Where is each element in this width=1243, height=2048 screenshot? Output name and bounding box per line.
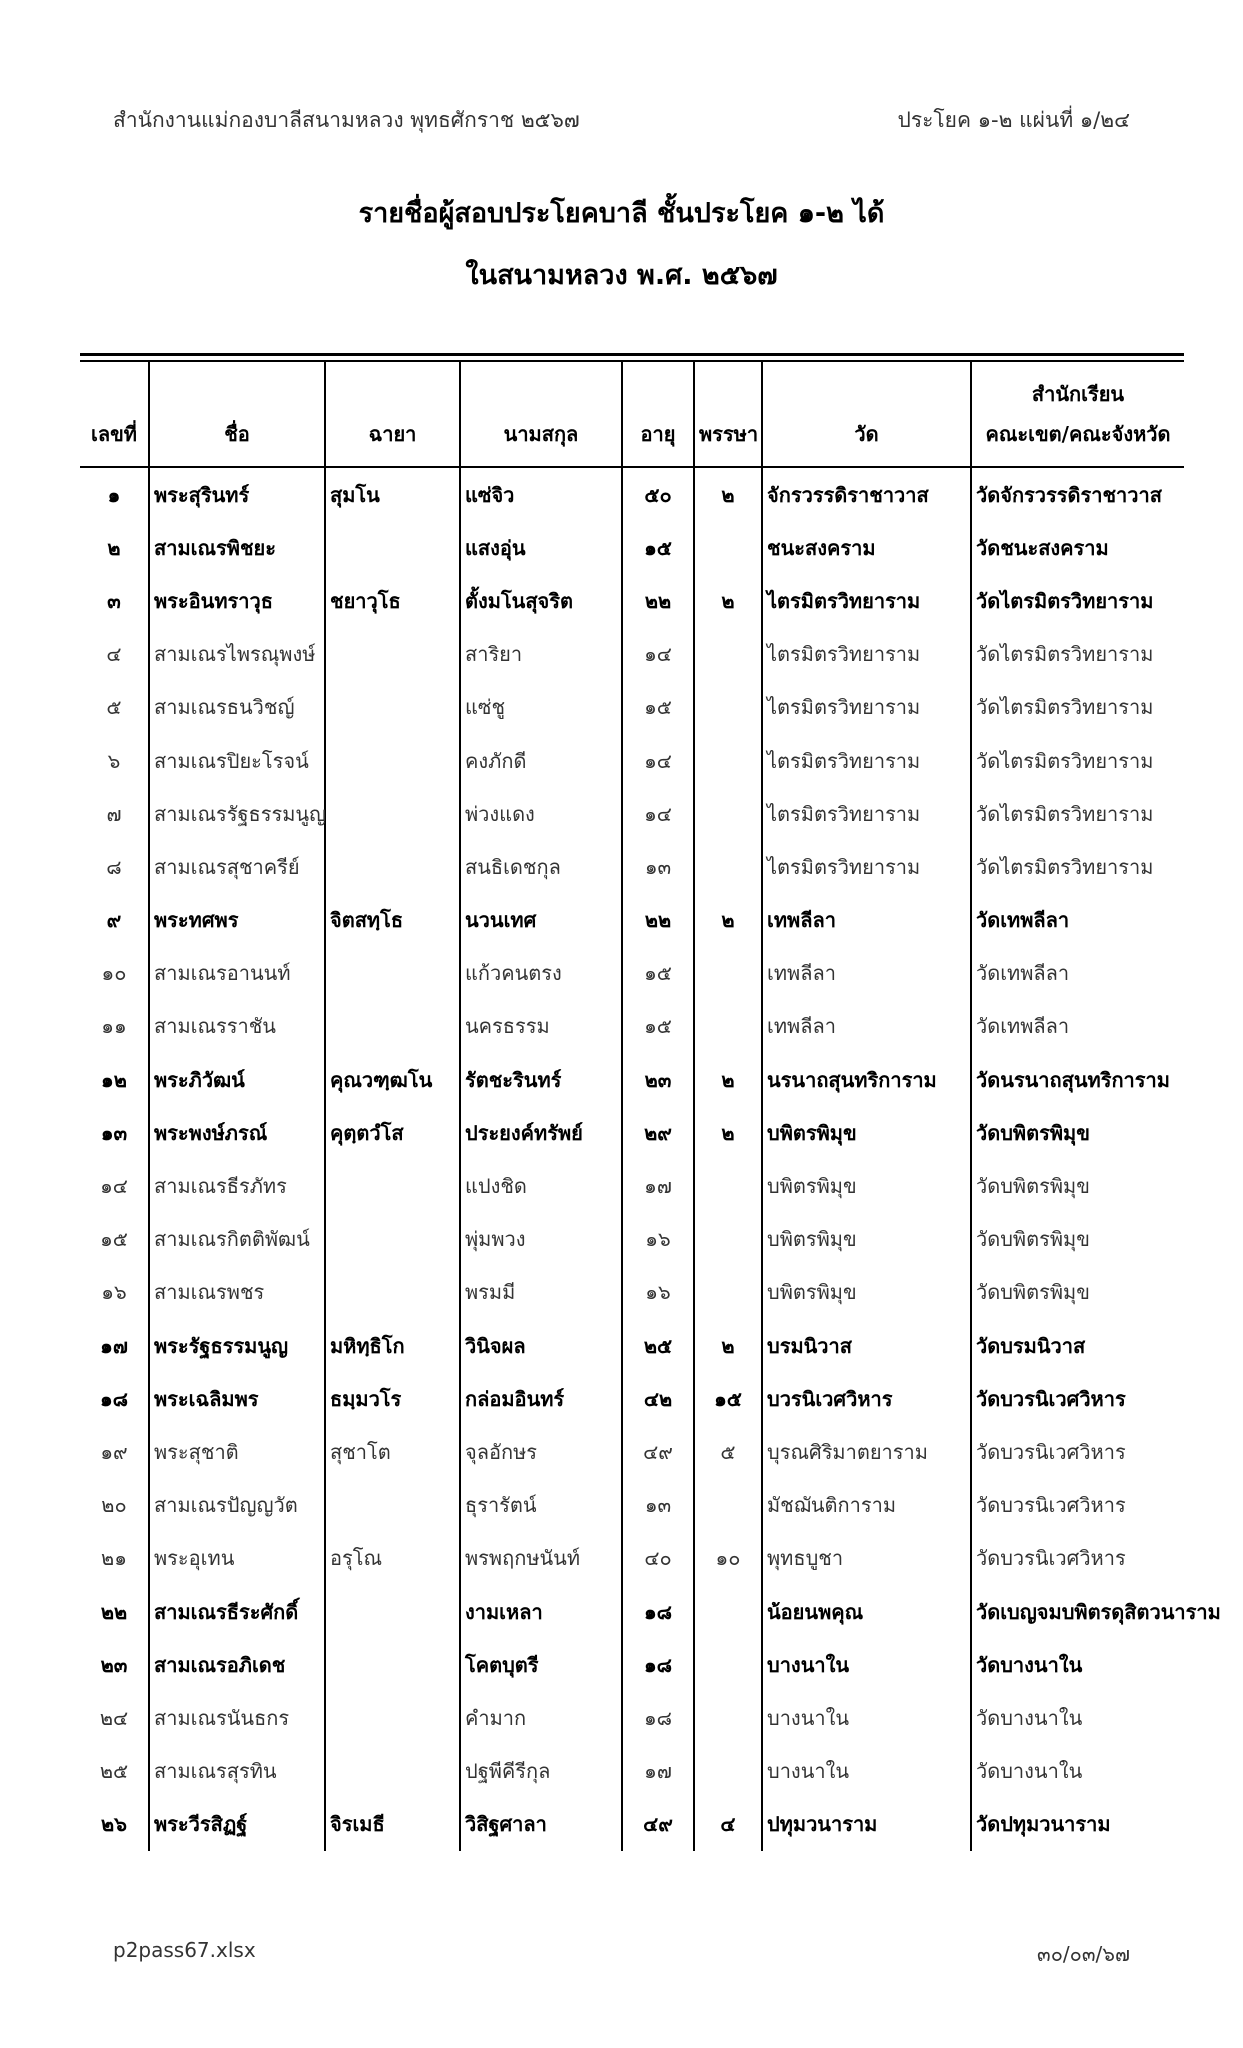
document-title: รายชื่อผู้สอบประโยคบาลี ชั้นประโยค ๑-๒ ได้ [358,198,885,229]
cell-surname: คำมาก [460,1691,622,1744]
cell-pansa: ๒ [694,574,762,627]
cell-surname: พรมมี [460,1266,622,1319]
cell-wat: จักรวรรดิราชาวาส [762,467,971,521]
cell-name: พระวีรสิฏฐ์ [149,1798,325,1851]
cell-age: ๒๕ [622,1319,694,1372]
cell-surname: กล่อมอินทร์ [460,1372,622,1425]
cell-school: วัดบพิตรพิมุข [971,1106,1184,1159]
cell-school: วัดบรมนิวาส [971,1319,1184,1372]
cell-surname: พรพฤกษนันท์ [460,1532,622,1585]
cell-age: ๒๓ [622,1053,694,1106]
cell-age: ๔๐ [622,1532,694,1585]
cell-pansa [694,1638,762,1691]
cell-age: ๒๙ [622,1106,694,1159]
table-body [80,467,1221,1851]
table-row [80,681,1184,734]
cell-chaya: จิรเมธี [325,1798,460,1851]
cell-no: ๒๓ [100,1652,128,1677]
cell-no: ๒๔ [99,1705,129,1730]
cell-chaya [325,628,460,681]
document-subtitle: ในสนามหลวง พ.ศ. ๒๕๖๗ [465,260,778,291]
cell-age: ๒๒ [622,574,694,627]
cell-school: วัดบวรนิเวศวิหาร [971,1532,1184,1585]
cell-school: วัดบวรนิเวศวิหาร [971,1479,1184,1532]
table-header-row [80,361,1184,467]
cell-surname: จุลอักษร [460,1425,622,1478]
table-row [80,1532,1184,1585]
cell-wat: ไตรมิตรวิทยาราม [762,681,971,734]
cell-age: ๔๒ [622,1372,694,1425]
col-header-school [971,361,1184,467]
table-row [80,521,1184,574]
cell-name: สามเณรพชร [149,1266,325,1319]
cell-school: วัดไตรมิตรวิทยาราม [971,787,1184,840]
table-row [80,1000,1184,1053]
cell-no: ๒๐ [101,1493,127,1518]
cell-no: ๑๓ [100,1120,128,1145]
cell-wat: บพิตรพิมุข [762,1159,971,1212]
cell-no: ๘ [106,854,122,879]
cell-no: ๑๒ [101,1067,127,1092]
cell-school: วัดเทพลีลา [971,894,1184,947]
cell-chaya [325,521,460,574]
cell-no: ๕ [106,695,122,720]
cell-surname: สาริยา [460,628,622,681]
table-row [80,840,1184,893]
cell-age: ๕๐ [622,467,694,521]
cell-school: วัดไตรมิตรวิทยาราม [971,681,1184,734]
cell-age: ๑๕ [622,681,694,734]
cell-no: ๑๑ [101,1014,127,1039]
cell-name: สามเณรธนวิชญ์ [149,681,325,734]
cell-name: พระเฉลิมพร [149,1372,325,1425]
cell-school: วัดบพิตรพิมุข [971,1159,1184,1212]
cell-pansa: ๑๐ [694,1532,762,1585]
cell-chaya: อรุโณ [325,1532,460,1585]
cell-surname: ตั้งมโนสุจริต [460,574,622,627]
cell-school: วัดเบญจมบพิตรดุสิตวนาราม [971,1585,1184,1638]
cell-chaya: มหิทฺธิโก [325,1319,460,1372]
cell-surname: สนธิเดชกุล [460,840,622,893]
cell-age: ๑๕ [622,947,694,1000]
cell-surname: นครธรรม [460,1000,622,1053]
cell-no: ๑ [107,482,121,507]
cell-surname: วิสิฐศาลา [460,1798,622,1851]
cell-pansa: ๑๕ [694,1372,762,1425]
cell-no: ๑๙ [100,1439,128,1464]
footer-date: ๓๐/๐๓/๖๗ [1037,1942,1130,1966]
cell-school: วัดนรนาถสุนทริการาม [971,1053,1184,1106]
cell-surname: ธุรารัตน์ [460,1479,622,1532]
cell-pansa [694,1479,762,1532]
cell-pansa: ๒ [694,894,762,947]
cell-wat: บพิตรพิมุข [762,1266,971,1319]
table-row [80,1585,1184,1638]
table-row [80,787,1184,840]
cell-wat: ไตรมิตรวิทยาราม [762,734,971,787]
cell-school: วัดเทพลีลา [971,947,1184,1000]
cell-wat: ไตรมิตรวิทยาราม [762,787,971,840]
cell-surname: นวนเทศ [460,894,622,947]
cell-no: ๙ [106,908,122,933]
cell-school: วัดไตรมิตรวิทยาราม [971,628,1184,681]
cell-surname: ประยงค์ทรัพย์ [460,1106,622,1159]
cell-pansa: ๕ [694,1425,762,1478]
cell-chaya [325,787,460,840]
cell-surname: ปฐพีคีรีกุล [460,1745,622,1798]
cell-chaya [325,1266,460,1319]
cell-name: สามเณรอภิเดช [149,1638,325,1691]
cell-school: วัดชนะสงคราม [971,521,1184,574]
cell-surname: คงภักดี [460,734,622,787]
table-row [80,467,1184,521]
cell-pansa: ๒ [694,1106,762,1159]
cell-pansa [694,1691,762,1744]
cell-school: วัดไตรมิตรวิทยาราม [971,734,1184,787]
cell-surname: พุ่มพวง [460,1213,622,1266]
cell-name: สามเณรอานนท์ [149,947,325,1000]
col-header-surname: นามสกุล [460,361,622,467]
table-row [80,628,1184,681]
table-row [80,1372,1184,1425]
cell-surname: วินิจผล [460,1319,622,1372]
cell-chaya [325,681,460,734]
cell-pansa [694,1159,762,1212]
cell-age: ๑๕ [622,1000,694,1053]
cell-school: วัดบางนาใน [971,1691,1184,1744]
cell-chaya [325,947,460,1000]
cell-age: ๑๘ [622,1585,694,1638]
cell-surname: แซ่จิว [460,467,622,521]
cell-name: สามเณรสุชาครีย์ [149,840,325,893]
col-header-school-line1: สำนักเรียน [1031,382,1125,406]
table-row [80,1159,1184,1212]
cell-school: วัดไตรมิตรวิทยาราม [971,840,1184,893]
cell-name: สามเณรสุรทิน [149,1745,325,1798]
cell-chaya [325,1159,460,1212]
cell-wat: บวรนิเวศวิหาร [762,1372,971,1425]
cell-school: วัดเทพลีลา [971,1000,1184,1053]
col-header-pansa: พรรษา [694,361,762,467]
cell-no: ๓ [107,588,121,613]
cell-name: พระพงษ์ภรณ์ [149,1106,325,1159]
cell-pansa [694,1585,762,1638]
cell-age: ๑๘ [622,1691,694,1744]
table-top-rule [80,353,1184,356]
cell-pansa [694,681,762,734]
col-header-chaya: ฉายา [325,361,460,467]
cell-wat: เทพลีลา [762,1000,971,1053]
cell-age: ๑๖ [622,1213,694,1266]
cell-name: สามเณรปิยะโรจน์ [149,734,325,787]
cell-wat: น้อยนพคุณ [762,1585,971,1638]
cell-age: ๑๖ [622,1266,694,1319]
cell-name: พระอินทราวุธ [149,574,325,627]
cell-age: ๑๔ [622,787,694,840]
cell-surname: แก้วคนตรง [460,947,622,1000]
cell-name: พระภิวัฒน์ [149,1053,325,1106]
cell-chaya [325,840,460,893]
results-table [80,361,1221,1851]
table-row [80,1106,1184,1159]
cell-pansa: ๔ [694,1798,762,1851]
cell-wat: เทพลีลา [762,947,971,1000]
cell-pansa [694,840,762,893]
cell-chaya: สุมโน [325,467,460,521]
cell-school: วัดบพิตรพิมุข [971,1213,1184,1266]
cell-school: วัดบวรนิเวศวิหาร [971,1372,1184,1425]
cell-age: ๑๓ [622,1479,694,1532]
cell-school: วัดบพิตรพิมุข [971,1266,1184,1319]
cell-name: สามเณรกิตติพัฒน์ [149,1213,325,1266]
cell-no: ๒๕ [99,1759,129,1784]
cell-pansa: ๒ [694,1319,762,1372]
cell-no: ๑๗ [100,1333,128,1358]
cell-wat: บพิตรพิมุข [762,1106,971,1159]
cell-school: วัดบวรนิเวศวิหาร [971,1425,1184,1478]
cell-age: ๑๕ [622,521,694,574]
cell-wat: ไตรมิตรวิทยาราม [762,628,971,681]
cell-chaya: ชยาวุโธ [325,574,460,627]
cell-pansa [694,734,762,787]
table-row [80,1798,1184,1851]
table-row [80,1319,1184,1372]
table-row [80,1053,1184,1106]
cell-chaya: สุชาโต [325,1425,460,1478]
cell-surname: รัตชะรินทร์ [460,1053,622,1106]
cell-no: ๑๐ [101,961,127,986]
cell-wat: บางนาใน [762,1691,971,1744]
cell-school: วัดจักรวรรดิราชาวาส [971,467,1184,521]
cell-age: ๔๙ [622,1425,694,1478]
cell-no: ๒๒ [100,1599,128,1624]
cell-name: สามเณรราชัน [149,1000,325,1053]
cell-name: สามเณรธีระศักดิ์ [149,1585,325,1638]
cell-name: สามเณรปัญญวัต [149,1479,325,1532]
table-row [80,1479,1184,1532]
cell-surname: โคตบุตรี [460,1638,622,1691]
table-row [80,947,1184,1000]
cell-age: ๑๗ [622,1745,694,1798]
table-row [80,1638,1184,1691]
cell-no: ๗ [106,801,122,826]
cell-chaya [325,1585,460,1638]
cell-wat: บรมนิวาส [762,1319,971,1372]
cell-surname: แปงชิด [460,1159,622,1212]
cell-pansa [694,1266,762,1319]
cell-school: วัดบางนาใน [971,1745,1184,1798]
cell-chaya [325,734,460,787]
cell-wat: ไตรมิตรวิทยาราม [762,574,971,627]
cell-school: วัดปทุมวนาราม [971,1798,1184,1851]
cell-wat: มัชฌันติการาม [762,1479,971,1532]
cell-wat: เทพลีลา [762,894,971,947]
cell-no: ๒ [107,535,121,560]
table-row [80,1691,1184,1744]
cell-name: พระสุรินทร์ [149,467,325,521]
cell-name: พระทศพร [149,894,325,947]
cell-wat: บางนาใน [762,1638,971,1691]
cell-no: ๖ [107,748,121,773]
cell-wat: นรนาถสุนทริการาม [762,1053,971,1106]
cell-chaya [325,1638,460,1691]
cell-no: ๒๑ [101,1546,127,1571]
cell-surname: แสงอุ่น [460,521,622,574]
cell-surname: แซ่ชู [460,681,622,734]
cell-chaya [325,1213,460,1266]
cell-chaya: จิตสทฺโธ [325,894,460,947]
cell-no: ๔ [106,642,122,667]
cell-age: ๑๘ [622,1638,694,1691]
cell-pansa [694,521,762,574]
cell-name: สามเณรพิชยะ [149,521,325,574]
cell-wat: ปทุมวนาราม [762,1798,971,1851]
cell-surname: งามเหลา [460,1585,622,1638]
cell-age: ๑๔ [622,628,694,681]
col-header-no: เลขที่ [80,361,149,467]
cell-no: ๑๕ [100,1227,128,1252]
cell-age: ๑๔ [622,734,694,787]
cell-name: พระรัฐธรรมนูญ [149,1319,325,1372]
cell-age: ๑๓ [622,840,694,893]
col-header-school-line2: คณะเขต/คณะจังหวัด [985,422,1171,446]
cell-school: วัดบางนาใน [971,1638,1184,1691]
cell-pansa [694,787,762,840]
cell-chaya [325,1000,460,1053]
cell-pansa [694,628,762,681]
table-row [80,1745,1184,1798]
cell-no: ๑๖ [101,1280,127,1305]
cell-chaya: คุตฺตวํโส [325,1106,460,1159]
cell-wat: ชนะสงคราม [762,521,971,574]
cell-pansa [694,1000,762,1053]
table-row [80,734,1184,787]
table-row [80,1266,1184,1319]
cell-pansa [694,947,762,1000]
cell-wat: ไตรมิตรวิทยาราม [762,840,971,893]
cell-name: สามเณรนันธกร [149,1691,325,1744]
table-row [80,1425,1184,1478]
footer-filename: p2pass67.xlsx [113,1938,256,1962]
cell-no: ๑๘ [99,1386,129,1411]
document-header-left: สำนักงานแม่กองบาลีสนามหลวง พุทธศักราช ๒๕๖๗ [113,108,580,132]
cell-chaya [325,1745,460,1798]
cell-age: ๔๙ [622,1798,694,1851]
cell-wat: บพิตรพิมุข [762,1213,971,1266]
cell-chaya: ธมฺมวโร [325,1372,460,1425]
cell-wat: บางนาใน [762,1745,971,1798]
cell-age: ๒๒ [622,894,694,947]
cell-chaya: คุณวฑฺฒโน [325,1053,460,1106]
cell-name: พระอุเทน [149,1532,325,1585]
cell-surname: พ่วงแดง [460,787,622,840]
cell-chaya [325,1479,460,1532]
cell-name: พระสุชาติ [149,1425,325,1478]
col-header-age: อายุ [622,361,694,467]
document-header-right: ประโยค ๑-๒ แผ่นที่ ๑/๒๔ [897,108,1130,132]
cell-wat: พุทธบูชา [762,1532,971,1585]
table-row [80,1213,1184,1266]
col-header-name: ชื่อ [149,361,325,467]
cell-name: สามเณรธีรภัทร [149,1159,325,1212]
cell-age: ๑๗ [622,1159,694,1212]
cell-name: สามเณรไพรณุพงษ์ [149,628,325,681]
cell-no: ๒๖ [101,1812,127,1837]
cell-wat: บุรณศิริมาตยาราม [762,1425,971,1478]
cell-no: ๑๔ [100,1174,128,1199]
cell-pansa: ๒ [694,1053,762,1106]
cell-pansa: ๒ [694,467,762,521]
col-header-wat: วัด [762,361,971,467]
table-row [80,574,1184,627]
table-row [80,894,1184,947]
cell-school: วัดไตรมิตรวิทยาราม [971,574,1184,627]
cell-chaya [325,1691,460,1744]
cell-pansa [694,1213,762,1266]
cell-pansa [694,1745,762,1798]
cell-name: สามเณรรัฐธรรมนูญ [149,787,325,840]
